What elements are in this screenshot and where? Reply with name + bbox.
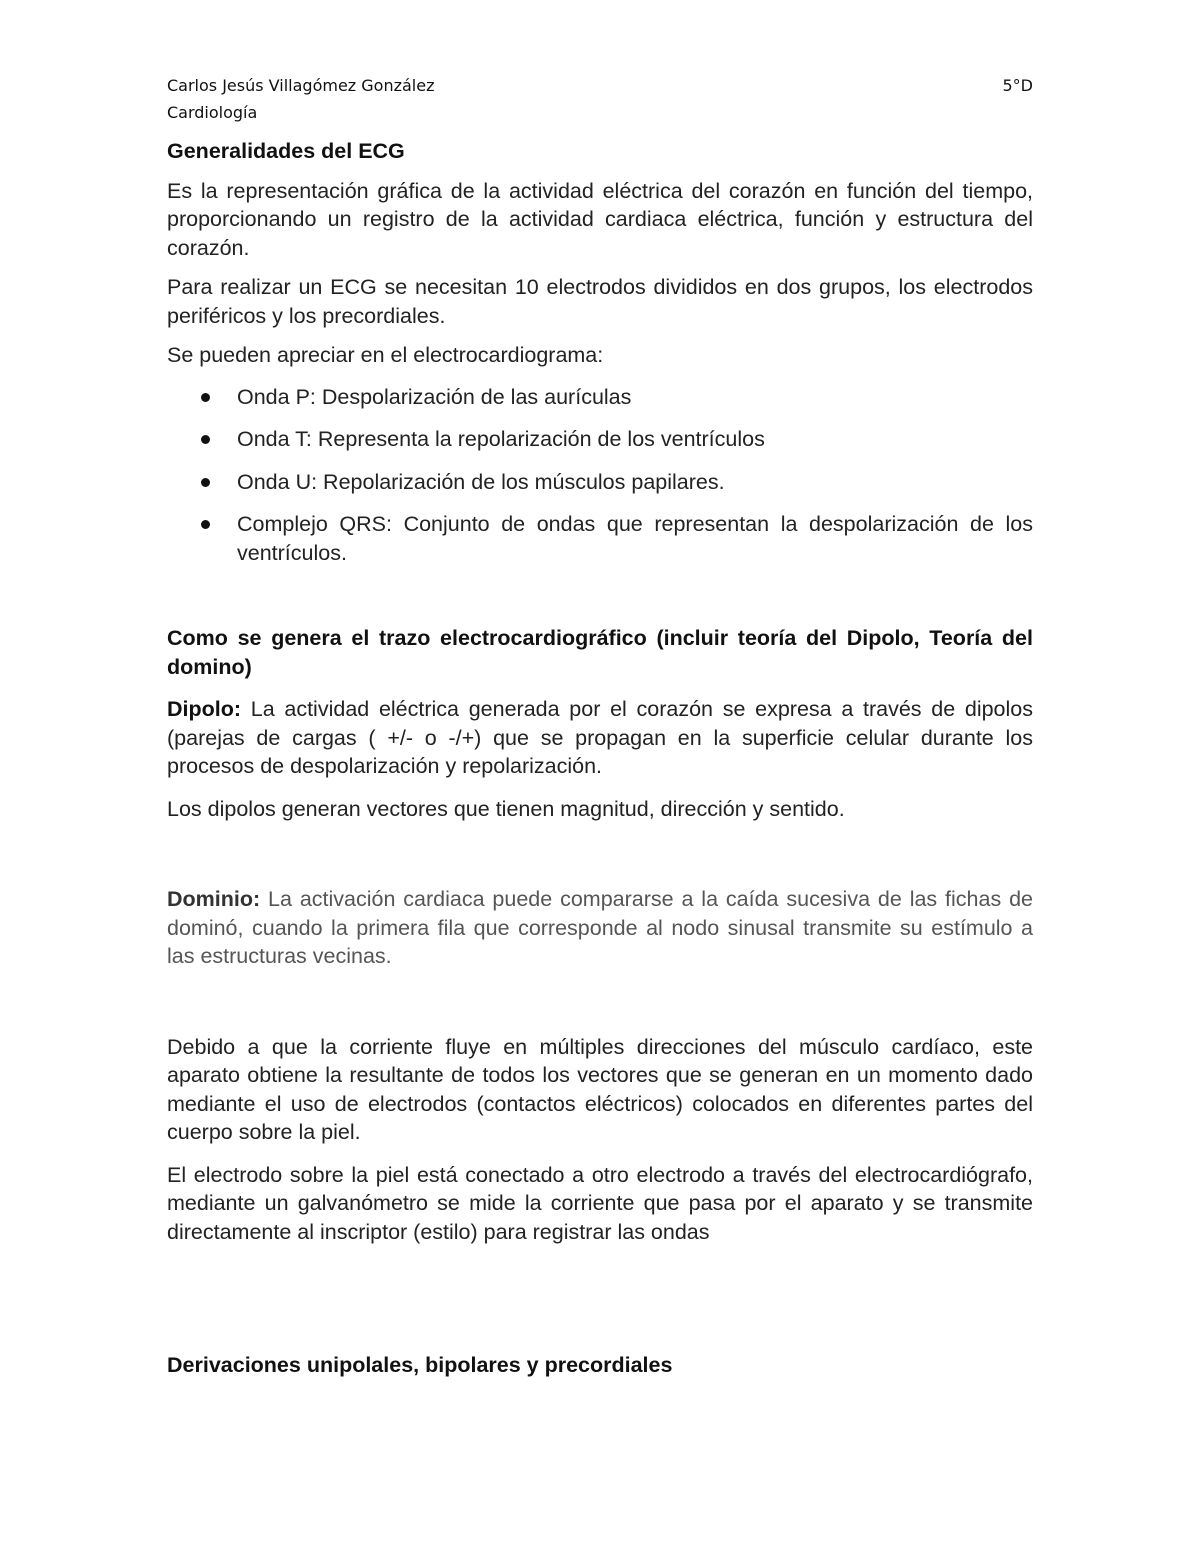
- paragraph-dipolo: [167, 695, 1033, 781]
- section-title-derivaciones: Derivaciones unipolales, bipolares y precordiales: [167, 1353, 673, 1377]
- dominio-text: La activación cardiaca puede compararse a la caída sucesiva de las fichas de dominó, cuando la primera fila que corresponde al nodo sinusal transmite su estímulo a las estructuras vecinas.: [167, 887, 1033, 968]
- paragraph-galvanometer: El electrodo sobre la piel está conectado a otro electrodo a través del electrocardiógrafo, mediante un galvanómetro se mide la corriente que pasa por el aparato y se transmite directamente al inscriptor (estilo) para registrar las ondas: [167, 1162, 1033, 1244]
- bullet-icon: [201, 393, 210, 402]
- wave-list: [167, 383, 1033, 568]
- paragraph-dominio: [167, 885, 1033, 971]
- list-item: Onda T: Representa la repolarización de los ventrículos: [167, 425, 1033, 454]
- list-item: Onda P: Despolarización de las aurículas: [167, 383, 1033, 412]
- dominio-label: Dominio:: [167, 887, 261, 911]
- page-header: [167, 72, 1033, 126]
- group-label: 5°D: [1002, 76, 1033, 95]
- paragraph-waves-intro: Se pueden apreciar en el electrocardiograma:: [167, 343, 604, 367]
- list-item: Complejo QRS: Conjunto de ondas que representan la despolarización de los ventrículos.: [167, 510, 1033, 567]
- section-title-generalidades: Generalidades del ECG: [167, 139, 405, 163]
- list-item: Onda U: Repolarización de los músculos papilares.: [167, 468, 1033, 497]
- paragraph-electrodes: Para realizar un ECG se necesitan 10 electrodos divididos en dos grupos, los electrodos periféricos y los precordiales.: [167, 275, 1033, 328]
- bullet-icon: [201, 520, 210, 529]
- paragraph-vectors: Los dipolos generan vectores que tienen magnitud, dirección y sentido.: [167, 796, 845, 821]
- paragraph-definition: Es la representación gráfica de la actividad eléctrica del corazón en función del tiempo, proporcionando un registro de la actividad cardiaca eléctrica, función y estructura del corazón.: [167, 178, 1033, 260]
- bullet-icon: [201, 435, 210, 444]
- subject-label: Cardiología: [167, 103, 258, 122]
- author-name: Carlos Jesús Villagómez González: [167, 76, 435, 95]
- document-body: [167, 137, 1033, 1380]
- dipolo-text: La actividad eléctrica generada por el corazón se expresa a través de dipolos (parejas de cargas ( +/- o -/+) que se propagan en la superficie celular durante los procesos de despolarización y repolarización.: [167, 697, 1033, 778]
- bullet-icon: [201, 478, 210, 487]
- dipolo-label: Dipolo:: [167, 697, 242, 721]
- paragraph-current: Debido a que la corriente fluye en múltiples direcciones del músculo cardíaco, este aparato obtiene la resultante de todos los vectores que se generan en un momento dado mediante el uso de electrodos (contactos eléctricos) colocados en diferentes partes del cuerpo sobre la piel.: [167, 1034, 1033, 1144]
- section-title-trazo: Como se genera el trazo electrocardiográfico (incluir teoría del Dipolo, Teoría del domino): [167, 626, 1033, 679]
